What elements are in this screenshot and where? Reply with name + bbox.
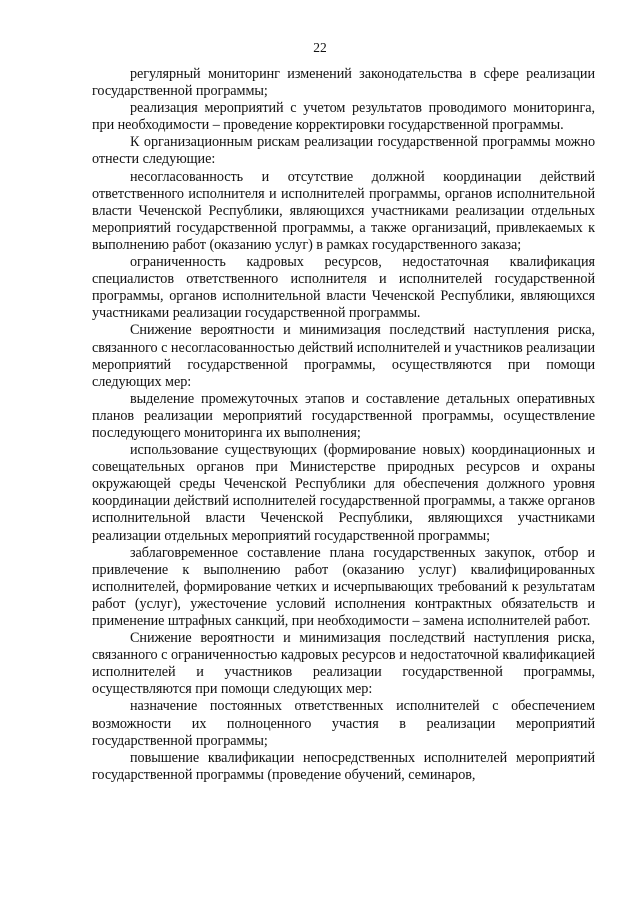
paragraph: реализация мероприятий с учетом результатов проводимого мониторинга, при необходимости – проведение корректировки государственной программы.	[92, 100, 595, 134]
paragraph: ограниченность кадровых ресурсов, недостаточная квалификация специалистов ответственного исполнителя и исполнителей государственной программы, органов исполнительной власти Чеченской Республики, являющихся участниками реализации государственной программы.	[92, 254, 595, 322]
document-body	[92, 66, 595, 784]
paragraph: регулярный мониторинг изменений законодательства в сфере реализации государственной программы;	[92, 66, 595, 100]
paragraph: использование существующих (формирование новых) координационных и совещательных органов при Министерстве природных ресурсов и охраны окружающей среды Чеченской Республики для обеспечения должного уровня координации действий исполнителей государственной программы, а также органов исполнительной власти Чеченской Республики, являющихся участниками реализации отдельных мероприятий государственной программы;	[92, 442, 595, 544]
paragraph: назначение постоянных ответственных исполнителей с обеспечением возможности их полноценного участия в реализации мероприятий государственной программы;	[92, 698, 595, 749]
paragraph: несогласованность и отсутствие должной координации действий ответственного исполнителя и исполнителей программы, органов исполнительной власти Чеченской Республики, являющихся участниками реализации отдельных мероприятий государственной программы, а также организаций, привлекаемых к выполнению работ (оказанию услуг) в рамках государственного заказа;	[92, 168, 595, 253]
page-number: 22	[313, 40, 327, 55]
paragraph: выделение промежуточных этапов и составление детальных оперативных планов реализации мероприятий государственной программы, осуществление последующего мониторинга их выполнения;	[92, 390, 595, 441]
paragraph: Снижение вероятности и минимизация последствий наступления риска, связанного с несогласованностью действий исполнителей и участников реализации мероприятий государственной программы, осуществляются при помощи следующих мер:	[92, 322, 595, 390]
paragraph: заблаговременное составление плана государственных закупок, отбор и привлечение к выполнению работ (оказанию услуг) квалифицированных исполнителей, формирование четких и исчерпывающих требований к результатам работ (услуг), ужесточение условий исполнения контрактных обязательств и применение штрафных санкций, при необходимости – замена исполнителей работ.	[92, 544, 595, 629]
paragraph: Снижение вероятности и минимизация последствий наступления риска, связанного с ограниченностью кадровых ресурсов и недостаточной квалификацией исполнителей и участников реализации государственной программы, осуществляются при помощи следующих мер:	[92, 630, 595, 698]
paragraph: К организационным рискам реализации государственной программы можно отнести следующие:	[92, 134, 595, 168]
paragraph: повышение квалификации непосредственных исполнителей мероприятий государственной программы (проведение обучений, семинаров,	[92, 749, 595, 783]
